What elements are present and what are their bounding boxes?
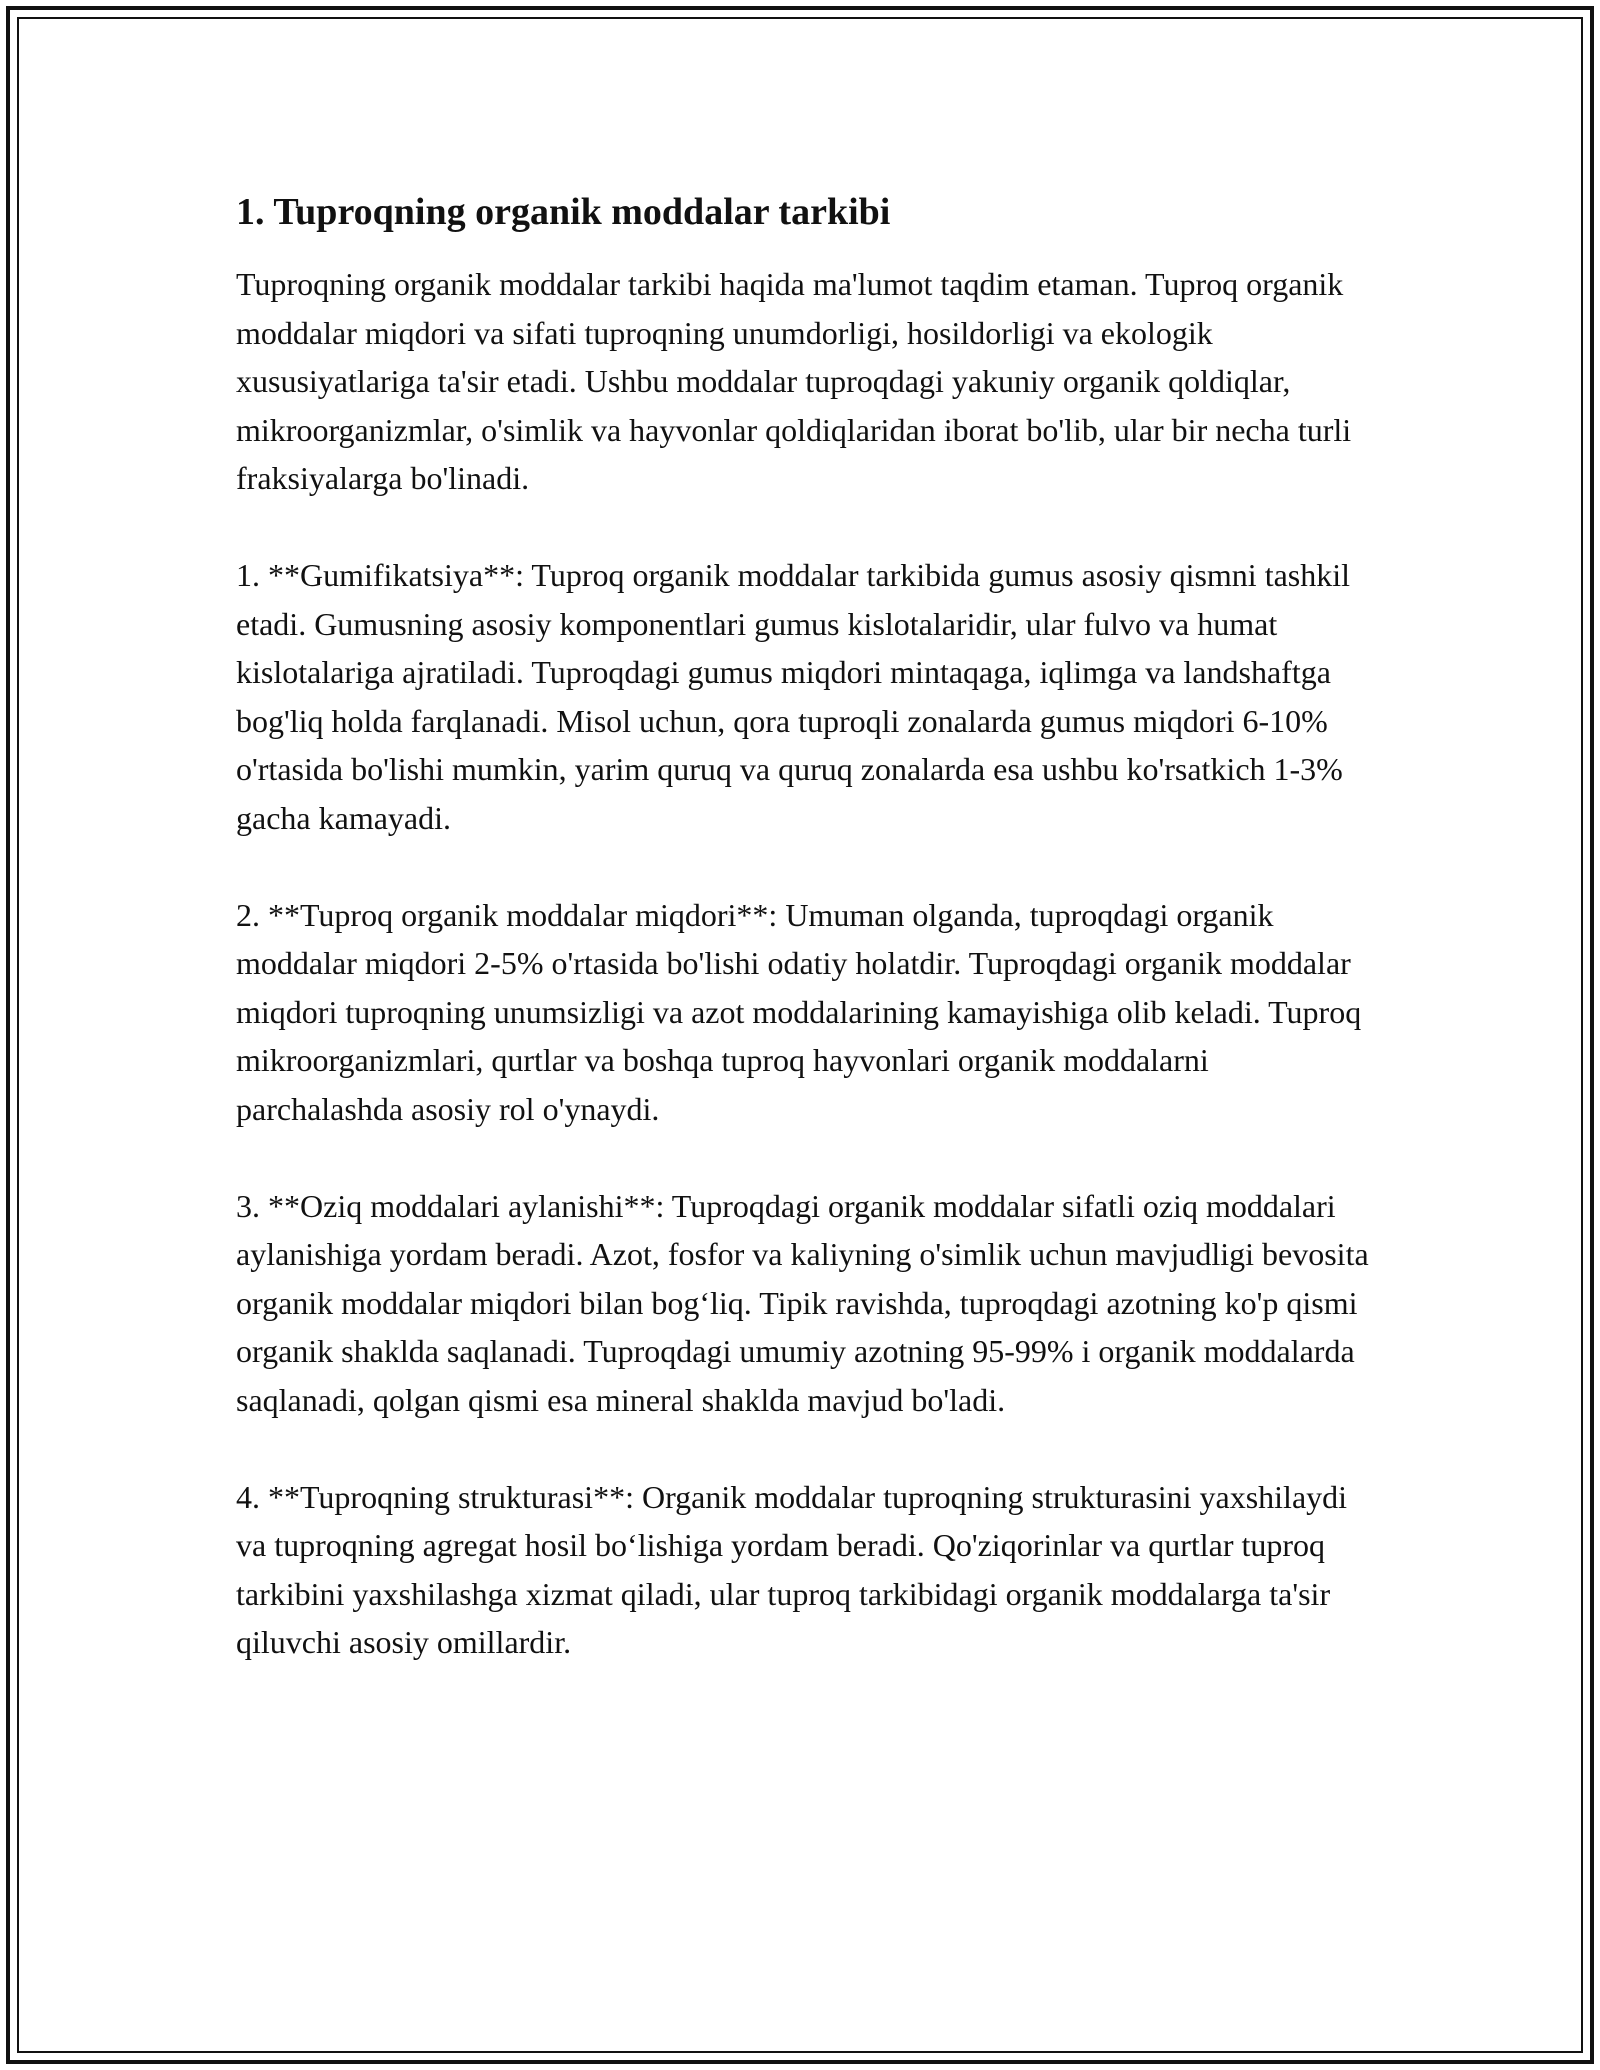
document-title: 1. Tuproqning organik moddalar tarkibi <box>236 191 891 233</box>
intro-paragraph: Tuproqning organik moddalar tarkibi haqida ma'lumot taqdim etaman. Tuproq organik moddalar miqdori va sifati tuproqning unumdorligi, hosildorligi va ekologik xususiyatlariga ta'sir etadi. Ushbu moddalar tuproqdagi yakuniy organik qoldiqlar, mikroorganizmlar, o'simlik va hayvonlar qoldiqlaridan iborat bo'lib, ular bir necha turli fraksiyalarga bo'linadi. <box>236 266 1352 496</box>
section-gumifikatsiya-paragraph: 1. **Gumifikatsiya**: Tuproq organik moddalar tarkibida gumus asosiy qismni tashkil etadi. Gumusning asosiy komponentlari gumus kislotalaridir, ular fulvo va humat kislotalariga ajratiladi. Tuproqdagi gumus miqdori mintaqaga, iqlimga va landshaftga bog'liq holda farqlanadi. Misol uchun, qora tuproqli zonalarda gumus miqdori 6-10% o'rtasida bo'lishi mumkin, yarim quruq va quruq zonalarda esa ushbu ko'rsatkich 1-3% gacha kamayadi. <box>236 557 1351 836</box>
section-strukturasi-paragraph: 4. **Tuproqning strukturasi**: Organik moddalar tuproqning strukturasini yaxshilaydi va tuproqning agregat hosil bo‘lishiga yordam beradi. Qo'ziqorinlar va qurtlar tuproq tarkibini yaxshilashga xizmat qiladi, ular tuproq tarkibidagi organik moddalarga ta'sir qiluvchi asosiy omillardir. <box>236 1478 1348 1660</box>
section-organik-miqdori-paragraph: 2. **Tuproq organik moddalar miqdori**: Umuman olganda, tuproqdagi organik moddalar miqdori 2-5% o'rtasida bo'lishi odatiy holatdir. Tuproqdagi organik moddalar miqdori tuproqning unumsizligi va azot moddalarining kamayishiga olib keladi. Tuproq mikroorganizmlari, qurtlar va boshqa tuproq hayvonlari organik moddalarni parchalashda asosiy rol o'ynaydi. <box>236 896 1362 1127</box>
document-body <box>236 186 1376 1715</box>
section-oziq-aylanishi-paragraph: 3. **Oziq moddalari aylanishi**: Tuproqdagi organik moddalar sifatli oziq moddalari aylanishiga yordam beradi. Azot, fosfor va kaliyning o'simlik uchun mavjudligi bevosita organik moddalar miqdori bilan bog‘liq. Tipik ravishda, tuproqdagi azotning ko'p qismi organik shaklda saqlanadi. Tuproqdagi umumiy azotning 95-99% i organik moddalarda saqlanadi, qolgan qismi esa mineral shaklda mavjud bo'ladi. <box>236 1187 1369 1418</box>
